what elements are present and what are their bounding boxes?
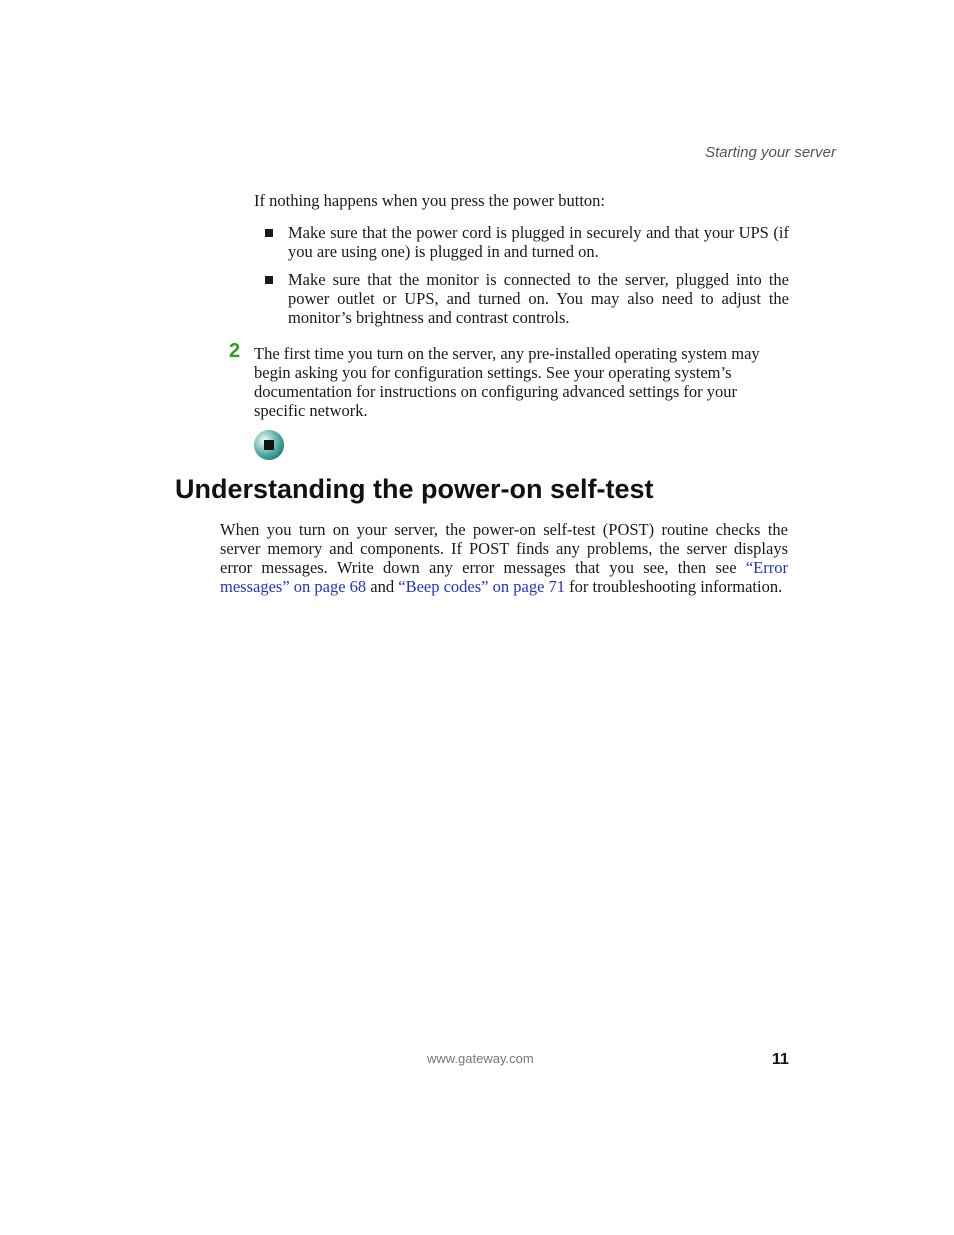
- post-paragraph: [220, 520, 788, 596]
- stop-square-icon: [264, 440, 274, 450]
- page-number: 11: [772, 1051, 789, 1068]
- error-messages-link[interactable]: “Error messages” on page 68: [220, 558, 788, 596]
- footer-url: www.gateway.com: [427, 1051, 534, 1066]
- step-number: 2: [229, 340, 241, 362]
- step-2: [229, 340, 791, 420]
- beep-codes-link[interactable]: “Beep codes” on page 71: [398, 577, 566, 596]
- bullet-text: Make sure that the power cord is plugged in securely and that your UPS (if you are using one) is plugged in and turned on.: [288, 223, 789, 261]
- stop-icon: [254, 430, 284, 460]
- running-header: Starting your server: [705, 144, 836, 161]
- square-bullet-icon: [265, 276, 273, 284]
- bullet-list: [254, 223, 789, 336]
- post-text-end: for troubleshooting information.: [565, 577, 783, 596]
- bullet-text: Make sure that the monitor is connected to the server, plugged into the power outlet or UPS, and turned on. You may also need to adjust the monitor’s brightness and contrast controls.: [288, 270, 789, 327]
- post-text-start: When you turn on your server, the power-on self-test (POST) routine checks the server memory and components. If POST finds any problems, the server displays error messages. Write down any error messages that you see, then see: [220, 520, 788, 577]
- list-item: [254, 270, 789, 327]
- section-title: Understanding the power-on self-test: [175, 474, 654, 504]
- list-item: [254, 223, 789, 261]
- intro-text: If nothing happens when you press the power button:: [254, 191, 606, 210]
- square-bullet-icon: [265, 229, 273, 237]
- post-text-and: and: [366, 577, 399, 596]
- step-text: The first time you turn on the server, any pre-installed operating system may begin asking you for configuration settings. See your operating system’s documentation for instructions on configuring advanced settings for your specific network.: [254, 344, 760, 420]
